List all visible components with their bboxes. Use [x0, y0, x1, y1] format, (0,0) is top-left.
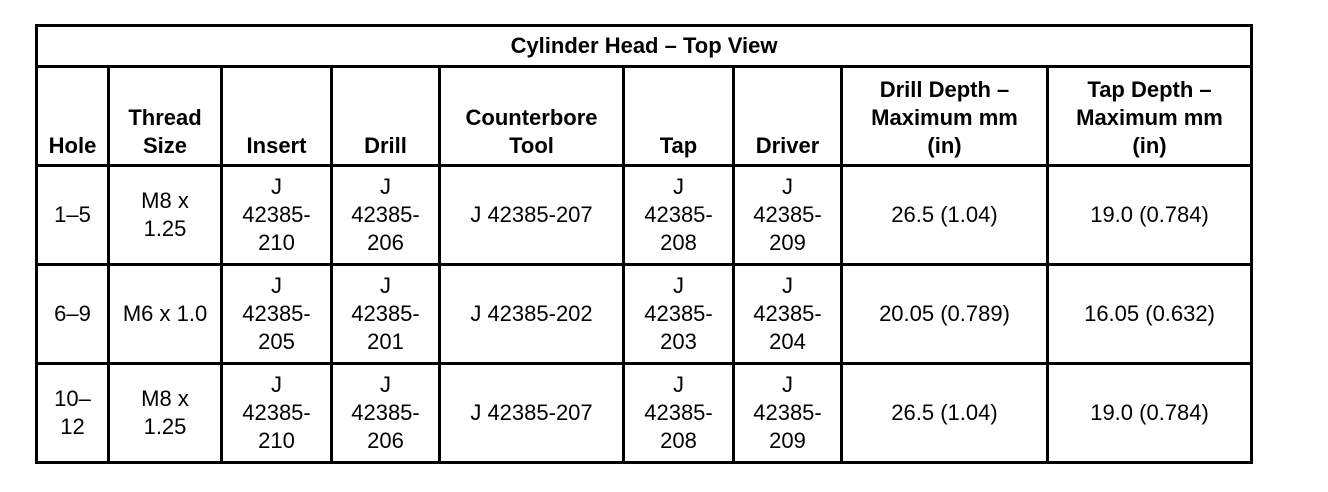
cell-thread-size: M6 x 1.0	[109, 265, 222, 364]
cell-drill: J 42385- 206	[332, 364, 440, 463]
cell-hole: 6–9	[37, 265, 109, 364]
header-counterbore-tool: Counterbore Tool	[440, 67, 624, 166]
table-title: Cylinder Head – Top View	[37, 26, 1252, 67]
header-driver: Driver	[734, 67, 842, 166]
cell-drill-depth: 26.5 (1.04)	[842, 364, 1048, 463]
cell-insert: J 42385- 210	[222, 364, 332, 463]
cell-hole: 1–5	[37, 166, 109, 265]
cell-tap-depth: 16.05 (0.632)	[1048, 265, 1252, 364]
cell-counterbore-tool: J 42385-202	[440, 265, 624, 364]
cell-thread-size: M8 x 1.25	[109, 364, 222, 463]
cell-drill-depth: 20.05 (0.789)	[842, 265, 1048, 364]
cell-driver: J 42385- 209	[734, 364, 842, 463]
cell-insert: J 42385- 205	[222, 265, 332, 364]
header-drill-depth: Drill Depth – Maximum mm (in)	[842, 67, 1048, 166]
cell-counterbore-tool: J 42385-207	[440, 166, 624, 265]
cell-tap-depth: 19.0 (0.784)	[1048, 364, 1252, 463]
cell-driver: J 42385- 209	[734, 166, 842, 265]
header-insert: Insert	[222, 67, 332, 166]
cell-tap: J 42385- 208	[624, 166, 734, 265]
table-row	[37, 166, 1252, 265]
table-title-row	[37, 26, 1252, 67]
header-tap: Tap	[624, 67, 734, 166]
header-drill: Drill	[332, 67, 440, 166]
cell-hole: 10– 12	[37, 364, 109, 463]
cell-tap: J 42385- 203	[624, 265, 734, 364]
cell-drill-depth: 26.5 (1.04)	[842, 166, 1048, 265]
cell-driver: J 42385- 204	[734, 265, 842, 364]
table-row	[37, 364, 1252, 463]
header-tap-depth: Tap Depth – Maximum mm (in)	[1048, 67, 1252, 166]
header-thread-size: Thread Size	[109, 67, 222, 166]
cell-insert: J 42385- 210	[222, 166, 332, 265]
table-row	[37, 265, 1252, 364]
cell-drill: J 42385- 201	[332, 265, 440, 364]
header-hole: Hole	[37, 67, 109, 166]
cylinder-head-tool-table	[35, 24, 1253, 464]
cell-counterbore-tool: J 42385-207	[440, 364, 624, 463]
cell-tap-depth: 19.0 (0.784)	[1048, 166, 1252, 265]
table-header-row	[37, 67, 1252, 166]
cell-drill: J 42385- 206	[332, 166, 440, 265]
cell-thread-size: M8 x 1.25	[109, 166, 222, 265]
cell-tap: J 42385- 208	[624, 364, 734, 463]
